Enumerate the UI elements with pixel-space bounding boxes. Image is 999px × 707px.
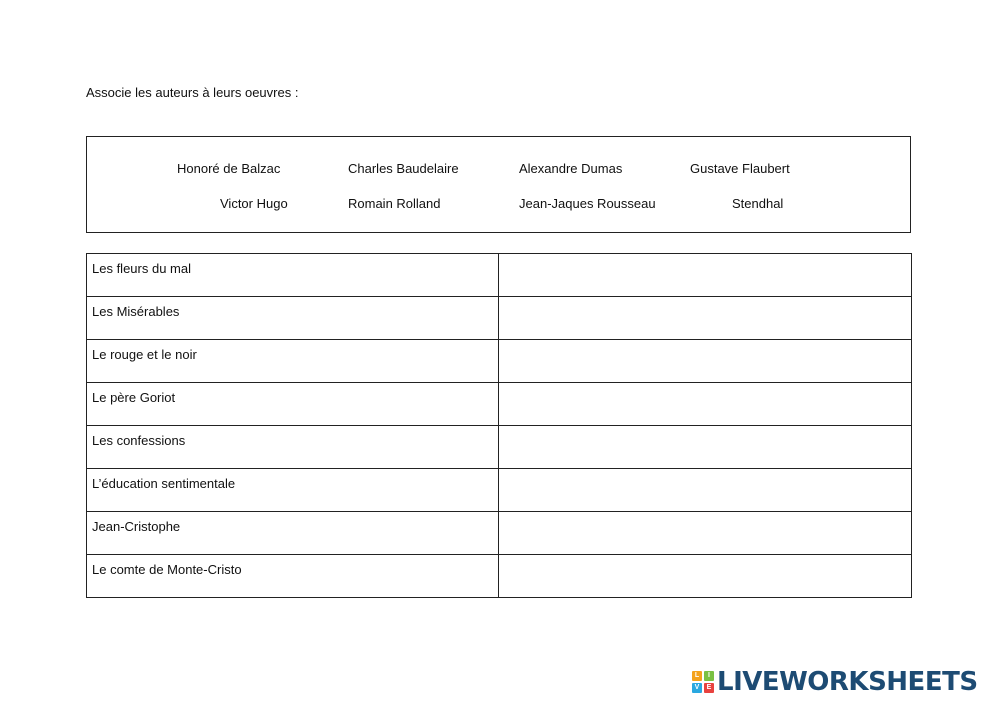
logo-square: E (704, 683, 714, 693)
work-title: L’éducation sentimentale (87, 469, 499, 512)
author-rolland[interactable]: Romain Rolland (348, 196, 441, 211)
work-title: Jean-Cristophe (87, 512, 499, 555)
answer-drop-zone[interactable] (499, 383, 912, 426)
author-hugo[interactable]: Victor Hugo (220, 196, 288, 211)
table-row (87, 383, 912, 426)
logo-wordmark: LIVEWORKSHEETS (717, 667, 978, 697)
author-baudelaire[interactable]: Charles Baudelaire (348, 161, 459, 176)
table-row (87, 469, 912, 512)
table-row (87, 340, 912, 383)
author-stendhal[interactable]: Stendhal (732, 196, 784, 211)
logo-icon (692, 671, 714, 693)
answer-drop-zone[interactable] (499, 469, 912, 512)
work-title: Les Misérables (87, 297, 499, 340)
answer-drop-zone[interactable] (499, 426, 912, 469)
instruction-text: Associe les auteurs à leurs oeuvres : (86, 85, 299, 100)
liveworksheets-logo (692, 668, 978, 696)
work-title: Le comte de Monte-Cristo (87, 555, 499, 598)
answer-drop-zone[interactable] (499, 297, 912, 340)
answer-drop-zone[interactable] (499, 512, 912, 555)
answer-drop-zone[interactable] (499, 555, 912, 598)
author-dumas[interactable]: Alexandre Dumas (519, 161, 623, 176)
work-title: Les confessions (87, 426, 499, 469)
table-row (87, 297, 912, 340)
matching-table (86, 253, 912, 598)
author-balzac[interactable]: Honoré de Balzac (177, 161, 281, 176)
table-row (87, 555, 912, 598)
logo-square: V (692, 683, 702, 693)
author-bank (86, 136, 911, 233)
table-row (87, 512, 912, 555)
table-row (87, 426, 912, 469)
work-title: Les fleurs du mal (87, 254, 499, 297)
logo-square: L (692, 671, 702, 681)
author-flaubert[interactable]: Gustave Flaubert (690, 161, 790, 176)
table-row (87, 254, 912, 297)
work-title: Le rouge et le noir (87, 340, 499, 383)
answer-drop-zone[interactable] (499, 340, 912, 383)
logo-square: I (704, 671, 714, 681)
author-rousseau[interactable]: Jean-Jaques Rousseau (519, 196, 656, 211)
answer-drop-zone[interactable] (499, 254, 912, 297)
work-title: Le père Goriot (87, 383, 499, 426)
